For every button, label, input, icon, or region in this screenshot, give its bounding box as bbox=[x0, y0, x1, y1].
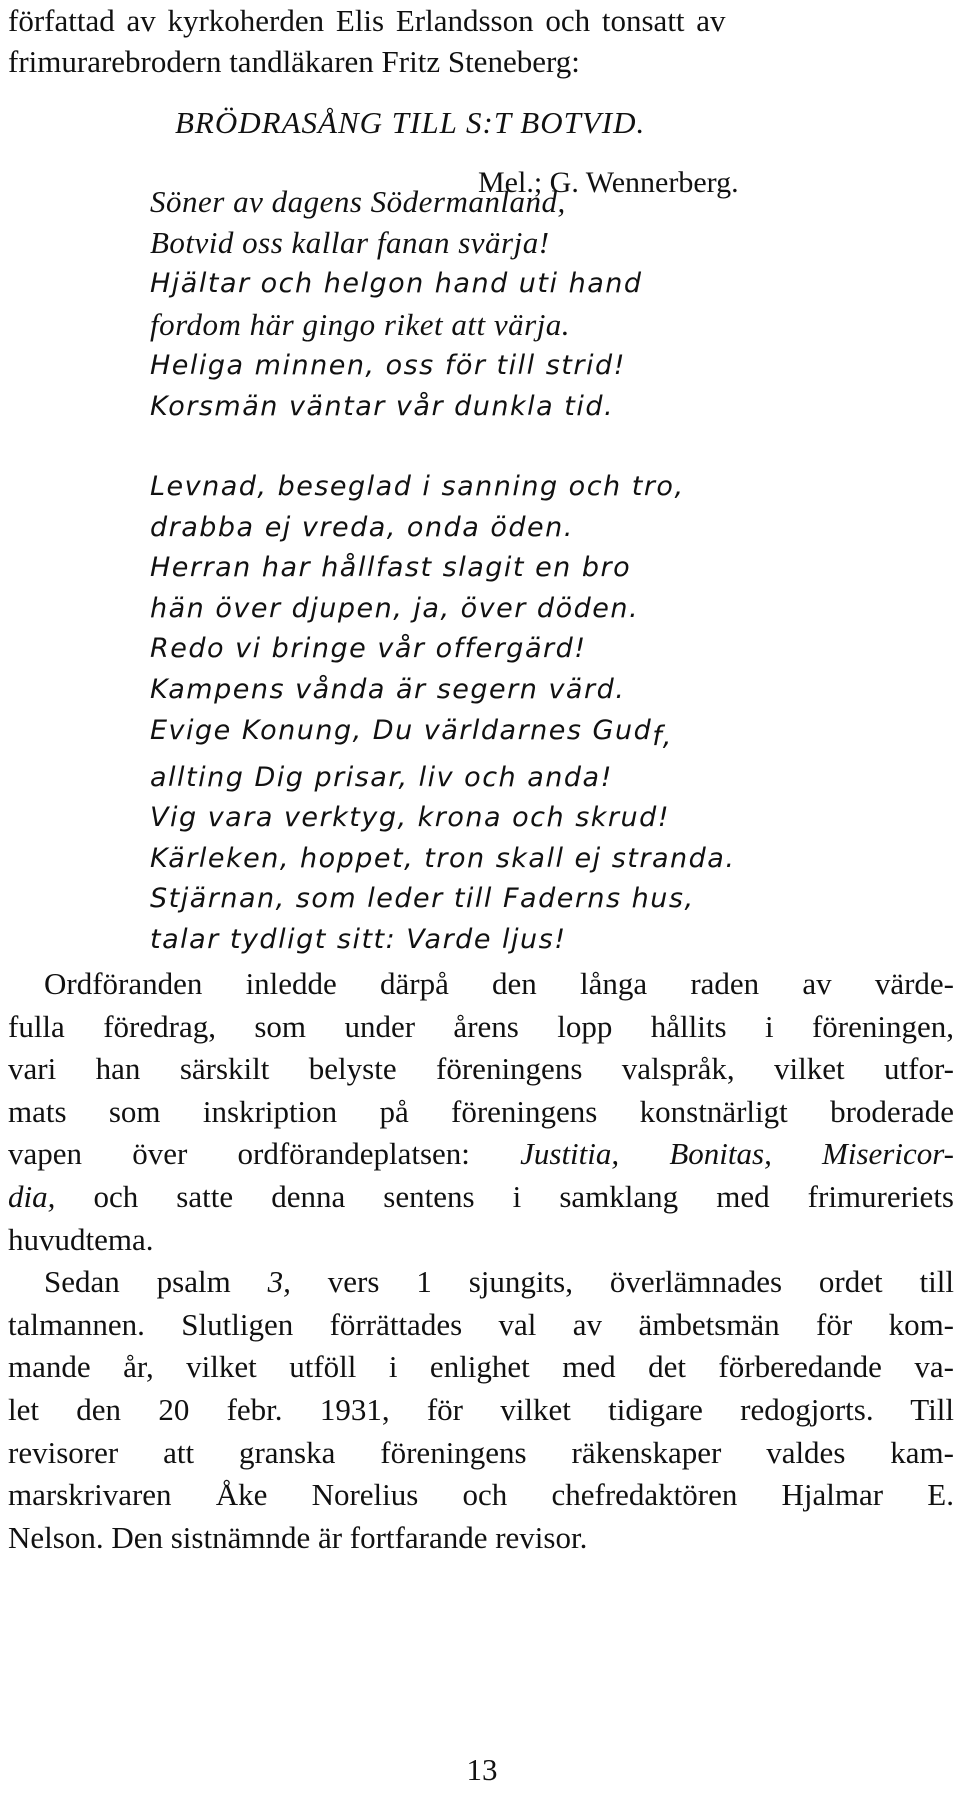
text-line: Ordföranden inledde därpå den långa raden av värde- bbox=[44, 966, 954, 1001]
text-line bbox=[8, 1176, 954, 1219]
poem-line: Vig vara verktyg, krona och skrud! bbox=[150, 802, 671, 833]
poem-line: Hjältar och helgon hand uti hand bbox=[150, 268, 643, 299]
text-line: vari han särskilt belyste föreningens valspråk, vilket utfor- bbox=[8, 1051, 954, 1087]
psalm-number: 3, bbox=[267, 1264, 291, 1300]
page-number-text: 13 bbox=[466, 1752, 498, 1787]
poem-verse-2 bbox=[150, 467, 950, 710]
intro-line-2: frimurarebrodern tandläkaren Fritz Steneberg: bbox=[8, 44, 580, 79]
paragraph-2 bbox=[8, 1261, 954, 1559]
latin-motto: Justitia, Bonitas, Misericor- bbox=[520, 1136, 954, 1172]
text-run: Sedan psalm bbox=[44, 1264, 268, 1300]
poem-line: Redo vi bringe vår offergärd! bbox=[150, 633, 587, 664]
poem-line: Kärleken, hoppet, tron skall ej stranda. bbox=[150, 842, 736, 874]
poem-line: Botvid oss kallar fanan svärja! bbox=[150, 225, 550, 260]
poem-line-text: Evige Konung, Du världarnes Gud bbox=[150, 715, 653, 746]
poem-line: Stjärnan, som leder till Faderns hus, bbox=[150, 883, 695, 914]
poem-line bbox=[150, 711, 950, 758]
body-text bbox=[8, 963, 954, 1559]
text-line: Nelson. Den sistnämnde är fortfarande revisor. bbox=[8, 1519, 588, 1555]
latin-motto-end: dia, bbox=[8, 1178, 56, 1214]
poem-line: Kampens vånda är segern värd. bbox=[150, 673, 626, 705]
text-line bbox=[8, 1261, 954, 1304]
text-line: mande år, vilket utföll i enlighet med det förberedande va- bbox=[8, 1349, 954, 1385]
poem-line-subscript: f, bbox=[652, 721, 673, 752]
poem-line: Herran har hållfast slagit en bro bbox=[150, 552, 632, 583]
poem-verse-1 bbox=[150, 181, 950, 427]
paragraph-1 bbox=[8, 963, 954, 1261]
text-run: och satte denna sentens i samklang med frimureriets bbox=[55, 1178, 954, 1214]
poem-line: Levnad, beseglad i sanning och tro, bbox=[150, 471, 685, 502]
poem-verse-3 bbox=[150, 711, 950, 960]
song-title: BRÖDRASÅNG TILL S:T BOTVID. bbox=[175, 105, 646, 140]
poem-line: hän över djupen, ja, över döden. bbox=[150, 592, 640, 624]
page-number bbox=[0, 1752, 960, 1788]
poem-line: Heliga minnen, oss för till strid! bbox=[150, 350, 626, 381]
text-run: vers 1 sjungits, överlämnades ordet till bbox=[290, 1264, 954, 1300]
intro-paragraph bbox=[8, 0, 952, 82]
text-line: revisorer att granska föreningens räkenskaper valdes kam- bbox=[8, 1434, 954, 1470]
poem-line: Korsmän väntar vår dunkla tid. bbox=[150, 391, 615, 422]
poem-line: allting Dig prisar, liv och anda! bbox=[150, 761, 613, 793]
poem-line: drabba ej vreda, onda öden. bbox=[150, 511, 574, 543]
text-line: huvudtema. bbox=[8, 1221, 154, 1257]
text-line: talmannen. Slutligen förrättades val av ämbetsmän för kom- bbox=[8, 1306, 954, 1342]
intro-line-1: författad av kyrkoherden Elis Erlandsson och tonsatt av bbox=[8, 3, 726, 38]
text-line: marskrivaren Åke Norelius och chefredaktören Hjalmar E. bbox=[8, 1477, 954, 1513]
text-line bbox=[8, 1133, 954, 1176]
melody-credit: Mel.; G. Wennerberg. bbox=[478, 166, 739, 199]
text-line: let den 20 febr. 1931, för vilket tidigare redogjorts. Till bbox=[8, 1391, 954, 1427]
text-line: mats som inskription på föreningens konstnärligt broderade bbox=[8, 1093, 954, 1129]
poem-line: fordom här gingo riket att värja. bbox=[150, 307, 571, 342]
text-line: fulla föredrag, som under årens lopp hållits i föreningen, bbox=[8, 1008, 954, 1044]
poem-line: talar tydligt sitt: Varde ljus! bbox=[150, 923, 567, 955]
poem-line: Söner av dagens Södermanland, bbox=[150, 184, 566, 219]
text-run: vapen över ordförandeplatsen: bbox=[8, 1136, 521, 1172]
